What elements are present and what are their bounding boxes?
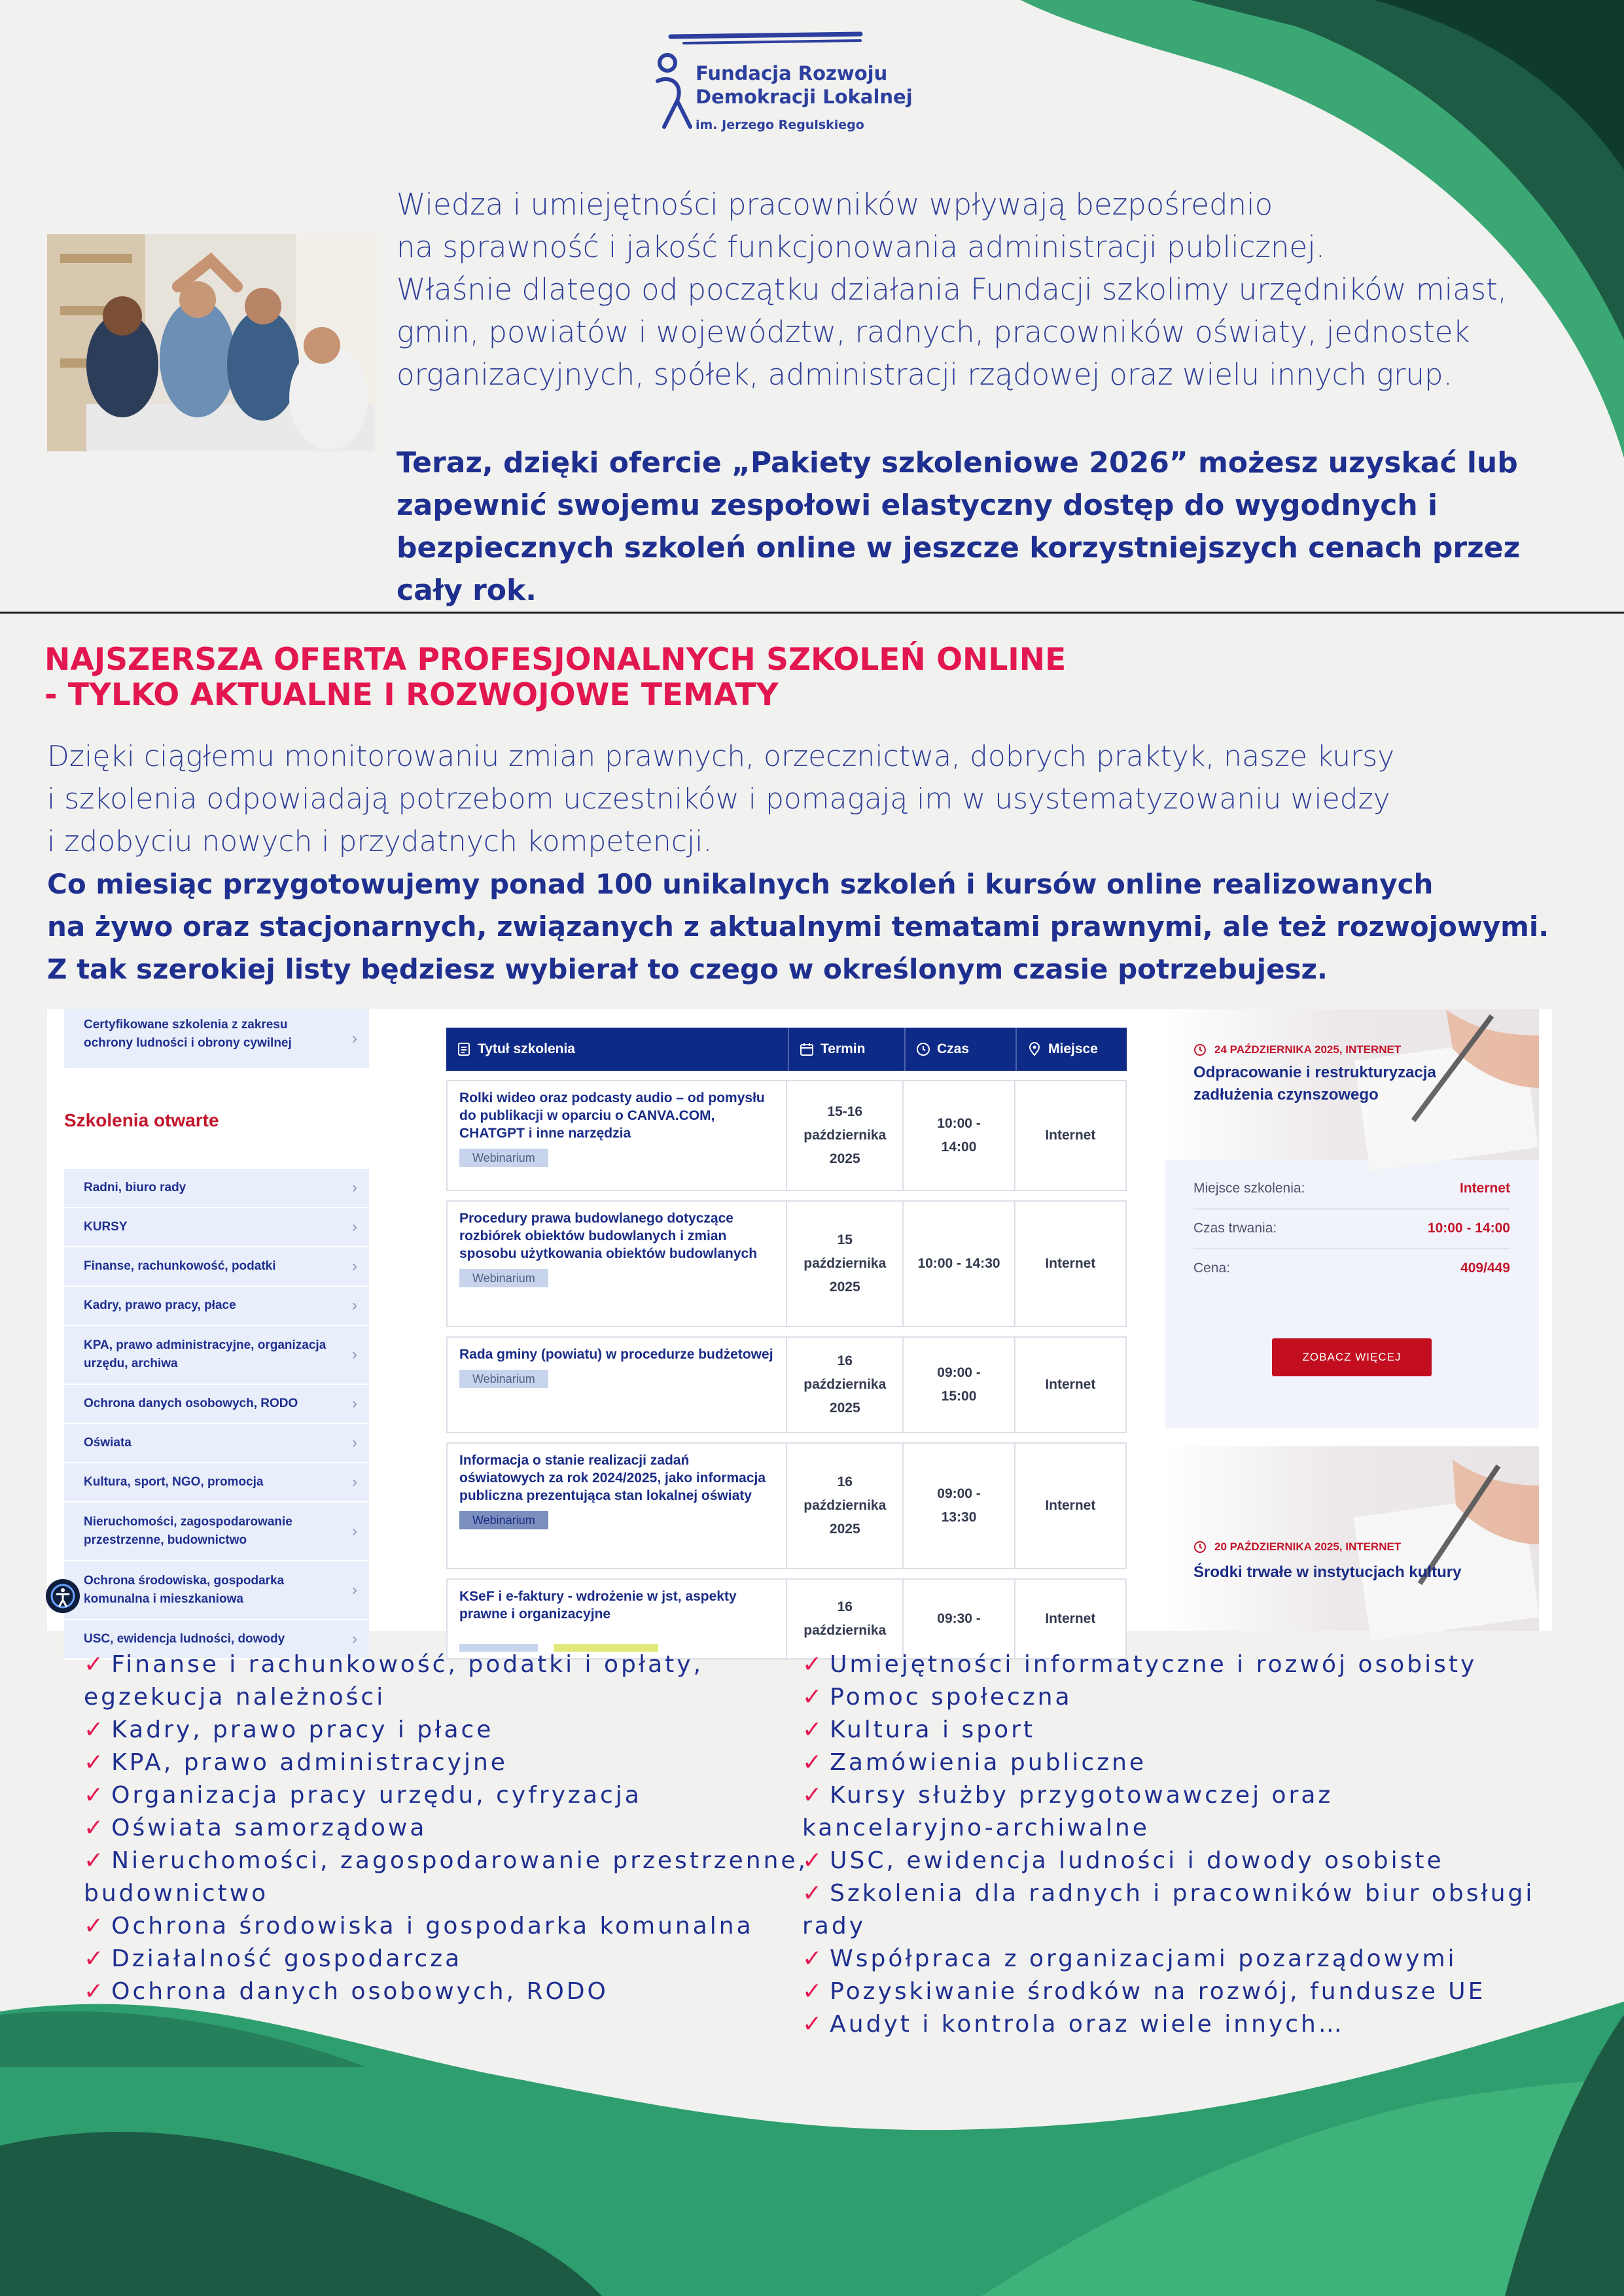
topic-label: Działalność gospodarcza bbox=[111, 1945, 463, 1972]
sidebar-item[interactable] bbox=[64, 1503, 369, 1561]
checkmark-icon: ✓ bbox=[84, 1716, 104, 1743]
row-title-cell bbox=[448, 1444, 786, 1568]
topic-label: Kultura i sport bbox=[830, 1716, 1036, 1743]
event-card[interactable] bbox=[1165, 1446, 1539, 1631]
chevron-right-icon: › bbox=[352, 1218, 357, 1236]
table-row[interactable] bbox=[446, 1080, 1127, 1191]
topic-item bbox=[802, 2008, 1535, 2041]
topic-item bbox=[84, 1910, 817, 1943]
topic-item bbox=[84, 1943, 817, 1975]
card-date: 20 PAŹDZIERNIKA 2025, INTERNET bbox=[1193, 1540, 1401, 1554]
topic-label: Pozyskiwanie środków na rozwój, fundusze UE bbox=[830, 1978, 1486, 2005]
topic-item bbox=[802, 1779, 1535, 1845]
sidebar-item-label: KURSY bbox=[84, 1220, 128, 1234]
checkmark-icon: ✓ bbox=[802, 1880, 822, 1907]
table-row[interactable] bbox=[446, 1200, 1127, 1327]
row-place-cell: Internet bbox=[1014, 1338, 1125, 1432]
offer-highlight: Co miesiąc przygotowujemy ponad 100 unikalnych szkoleń i kursów online realizowanych na żywo oraz stacjonarnych, związanych z aktualnymi tematami prawnymi, ale też rozwojowymi. Z tak szerokiej listy będziesz wybierał to czego w określonym czasie potrzebujesz. bbox=[47, 868, 1549, 985]
sidebar-item[interactable] bbox=[64, 1326, 369, 1385]
intro-highlight: Teraz, dzięki ofercie „Pakiety szkoleniowe 2026” możesz uzyskać lub zapewnić swojemu zespołowi elastyczny dostęp do wygodnych i bezpiecznych szkoleń online w jeszcze korzystniejszych cenach przez cały rok. bbox=[397, 446, 1521, 607]
row-time-cell: 10:00 - 14:00 bbox=[902, 1081, 1014, 1190]
logo-line-3: im. Jerzego Regulskiego bbox=[696, 118, 864, 132]
sidebar-item-label: Oświata bbox=[84, 1436, 132, 1450]
sidebar-list bbox=[64, 1169, 369, 1660]
row-place-cell: Internet bbox=[1014, 1580, 1125, 1658]
topic-label: Oświata samorządowa bbox=[111, 1815, 427, 1841]
training-sidebar bbox=[64, 1009, 369, 1660]
checkmark-icon: ✓ bbox=[84, 1782, 104, 1809]
checkmark-icon: ✓ bbox=[802, 1684, 822, 1711]
sidebar-item[interactable] bbox=[64, 1385, 369, 1424]
event-card[interactable] bbox=[1165, 1009, 1539, 1428]
offer-paragraph: Dzięki ciągłemu monitorowaniu zmian prawnych, orzecznictwa, dobrych praktyk, nasze kursy i szkolenia odpowiadają potrzebom uczestników i pomagają im w usystematyzowaniu wiedzy i zdobyciu nowych i przydatnych kompetencji. bbox=[47, 740, 1395, 858]
logo-line-2: Demokracji Lokalnej bbox=[696, 86, 913, 108]
table-row[interactable] bbox=[446, 1336, 1127, 1433]
row-time-cell: 10:00 - 14:30 bbox=[902, 1202, 1014, 1326]
format-badge: Webinarium bbox=[459, 1149, 548, 1167]
row-date-cell: 16 października 2025 bbox=[786, 1444, 902, 1568]
checkmark-icon: ✓ bbox=[802, 1978, 822, 2005]
header-title: Tytuł szkolenia bbox=[446, 1028, 788, 1071]
row-time-cell: 09:00 - 15:00 bbox=[902, 1338, 1014, 1432]
checkmark-icon: ✓ bbox=[802, 1749, 822, 1776]
row-place-cell: Internet bbox=[1014, 1081, 1125, 1190]
sidebar-item-certified[interactable] bbox=[64, 1009, 369, 1068]
checkmark-icon: ✓ bbox=[802, 1782, 822, 1809]
topic-item bbox=[84, 1975, 817, 2008]
topic-item bbox=[802, 1681, 1535, 1714]
topic-item bbox=[802, 1648, 1535, 1681]
document-icon bbox=[457, 1042, 471, 1056]
section-divider bbox=[0, 612, 1624, 614]
chevron-right-icon: › bbox=[352, 1395, 357, 1412]
row-date-cell: 15 października 2025 bbox=[786, 1202, 902, 1326]
topic-item bbox=[802, 1845, 1535, 1877]
chevron-right-icon: › bbox=[352, 1473, 357, 1491]
location-pin-icon bbox=[1027, 1042, 1042, 1056]
sidebar-item[interactable] bbox=[64, 1169, 369, 1208]
topic-label: Kadry, prawo pracy i płace bbox=[111, 1716, 494, 1743]
checkmark-icon: ✓ bbox=[84, 1651, 104, 1678]
table-header bbox=[446, 1028, 1127, 1071]
team-photo bbox=[47, 234, 377, 451]
chevron-right-icon: › bbox=[352, 1257, 357, 1275]
sidebar-item[interactable] bbox=[64, 1561, 369, 1620]
topic-label: Współpraca z organizacjami pozarządowymi bbox=[830, 1945, 1457, 1972]
offer-description bbox=[47, 735, 1604, 990]
chevron-right-icon: › bbox=[352, 1346, 357, 1363]
card-place-row: Miejsce szkolenia: Internet bbox=[1193, 1169, 1510, 1209]
checkmark-icon: ✓ bbox=[84, 1815, 104, 1841]
topic-label: Audyt i kontrola oraz wiele innych… bbox=[830, 2011, 1345, 2038]
checkmark-icon: ✓ bbox=[84, 1945, 104, 1972]
calendar-icon bbox=[800, 1042, 814, 1056]
training-title-link[interactable]: Informacja o stanie realizacji zadań oświatowych za rok 2024/2025, jako informacja publiczna prezentująca stan lokalnej oświaty bbox=[459, 1453, 766, 1503]
card-duration-row: Czas trwania: 10:00 - 14:00 bbox=[1193, 1209, 1510, 1249]
topic-item bbox=[84, 1845, 817, 1910]
checkmark-icon: ✓ bbox=[802, 1651, 822, 1678]
sidebar-item-label: USC, ewidencja ludności, dowody bbox=[84, 1632, 285, 1646]
clock-icon bbox=[916, 1042, 930, 1056]
sidebar-item-label: Kadry, prawo pracy, płace bbox=[84, 1298, 236, 1312]
row-title-cell bbox=[448, 1580, 786, 1658]
topic-item bbox=[84, 1714, 817, 1747]
format-badge: Webinarium bbox=[459, 1370, 548, 1388]
topic-label: Umiejętności informatyczne i rozwój osobisty bbox=[830, 1651, 1477, 1678]
sidebar-item[interactable] bbox=[64, 1463, 369, 1503]
topics-list-left bbox=[84, 1648, 817, 2008]
topic-item bbox=[84, 1648, 817, 1714]
offer-title: NAJSZERSZA OFERTA PROFESJONALNYCH SZKOLEŃ ONLINE - TYLKO AKTUALNE I ROZWOJOWE TEMATY bbox=[44, 642, 1067, 713]
topic-item bbox=[802, 1975, 1535, 2008]
chevron-right-icon: › bbox=[352, 1030, 357, 1047]
sidebar-item-label: Nieruchomości, zagospodarowanie przestrzenne, budownictwo bbox=[84, 1515, 292, 1547]
see-more-button[interactable]: ZOBACZ WIĘCEJ bbox=[1272, 1338, 1432, 1376]
sidebar-item-label: KPA, prawo administracyjne, organizacja urzędu, archiwa bbox=[84, 1338, 327, 1370]
checkmark-icon: ✓ bbox=[802, 2011, 822, 2038]
card-date: 24 PAŹDZIERNIKA 2025, INTERNET bbox=[1193, 1043, 1401, 1056]
chevron-right-icon: › bbox=[352, 1522, 357, 1540]
logo-line-1: Fundacja Rozwoju bbox=[696, 62, 888, 84]
sidebar-item-label: Certyfikowane szkolenia z zakresu ochrony ludności i obrony cywilnej bbox=[84, 1018, 292, 1050]
row-place-cell: Internet bbox=[1014, 1444, 1125, 1568]
topic-item bbox=[802, 1714, 1535, 1747]
checkmark-icon: ✓ bbox=[84, 1749, 104, 1776]
sidebar-item[interactable] bbox=[64, 1208, 369, 1247]
row-date-cell: 15-16 października 2025 bbox=[786, 1081, 902, 1190]
card-price-row: Cena: 409/449 bbox=[1193, 1261, 1510, 1276]
card-title[interactable]: Odpracowanie i restrukturyzacja zadłużenia czynszowego bbox=[1193, 1064, 1436, 1104]
sidebar-item-label: Finanse, rachunkowość, podatki bbox=[84, 1259, 276, 1273]
accessibility-icon[interactable] bbox=[44, 1578, 81, 1614]
sidebar-item-label: Ochrona danych osobowych, RODO bbox=[84, 1397, 298, 1410]
row-time-cell: 09:00 - 13:30 bbox=[902, 1444, 1014, 1568]
sidebar-item[interactable] bbox=[64, 1424, 369, 1463]
intro-paragraph: Wiedza i umiejętności pracowników wpływają bezpośrednio na sprawność i jakość funkcjonowania administracji publicznej. Właśnie dlatego od początku działania Fundacji szkolimy urzędników miast, gmin, powiatów i województw, radnych, pracowników oświaty, jednostek organizacyjnych, spółek, administracji rządowej oraz wielu innych grup. bbox=[397, 187, 1508, 392]
training-table bbox=[446, 1028, 1127, 1660]
training-title-link[interactable]: Rolki wideo oraz podcasty audio – od pomysłu do publikacji w oparciu o CANVA.COM, CHATGPT i inne narzędzia bbox=[459, 1090, 765, 1141]
chevron-right-icon: › bbox=[352, 1179, 357, 1196]
topic-label: Pomoc społeczna bbox=[830, 1684, 1072, 1711]
format-badge: Webinarium bbox=[459, 1269, 548, 1287]
header-place: Miejsce bbox=[1015, 1028, 1127, 1071]
topics-list-right bbox=[802, 1648, 1535, 2041]
topic-item bbox=[84, 1747, 817, 1779]
training-title-link[interactable]: KSeF i e-faktury - wdrożenie w jst, aspekty prawne i organizacyjne bbox=[459, 1589, 737, 1622]
topic-item bbox=[802, 1943, 1535, 1975]
table-row[interactable] bbox=[446, 1442, 1127, 1569]
sidebar-heading: Szkolenia otwarte bbox=[64, 1110, 219, 1130]
topic-label: Kursy służby przygotowawczej oraz kancelaryjno-archiwalne bbox=[802, 1782, 1333, 1841]
sidebar-item-label: Ochrona środowiska, gospodarka komunalna i mieszkaniowa bbox=[84, 1574, 285, 1606]
training-title-link[interactable]: Procedury prawa budowlanego dotyczące rozbiórek obiektów budowlanych i zmian sposobu użytkowania obiektów budowlanych bbox=[459, 1211, 758, 1261]
clock-icon bbox=[1193, 1540, 1207, 1554]
topic-label: Zamówienia publiczne bbox=[830, 1749, 1147, 1776]
header-time: Czas bbox=[904, 1028, 1015, 1071]
topic-label: Organizacja pracy urzędu, cyfryzacja bbox=[111, 1782, 642, 1809]
chevron-right-icon: › bbox=[352, 1630, 357, 1648]
row-date-cell: 16 października 2025 bbox=[786, 1338, 902, 1432]
row-time-cell: 09:30 - bbox=[902, 1580, 1014, 1658]
clock-icon bbox=[1193, 1043, 1207, 1056]
training-title-link[interactable]: Rada gminy (powiatu) w procedurze budżetowej bbox=[459, 1347, 773, 1362]
sidebar-item[interactable] bbox=[64, 1247, 369, 1287]
row-date-cell: 16 października bbox=[786, 1580, 902, 1658]
row-title-cell bbox=[448, 1081, 786, 1190]
topic-label: Finanse i rachunkowość, podatki i opłaty, egzekucja należności bbox=[84, 1651, 704, 1711]
topic-label: Ochrona środowiska i gospodarka komunalna bbox=[111, 1913, 754, 1939]
sidebar-item-label: Radni, biuro rady bbox=[84, 1181, 186, 1194]
chevron-right-icon: › bbox=[352, 1434, 357, 1452]
topic-label: KPA, prawo administracyjne bbox=[111, 1749, 508, 1776]
chevron-right-icon: › bbox=[352, 1296, 357, 1314]
checkmark-icon: ✓ bbox=[84, 1978, 104, 2005]
topic-label: Szkolenia dla radnych i pracowników biur obsługi rady bbox=[802, 1880, 1535, 1939]
topic-item bbox=[84, 1812, 817, 1845]
checkmark-icon: ✓ bbox=[84, 1847, 104, 1874]
topic-item bbox=[84, 1779, 817, 1812]
row-place-cell: Internet bbox=[1014, 1202, 1125, 1326]
intro-text bbox=[397, 183, 1594, 612]
topic-label: Nieruchomości, zagospodarowanie przestrzenne, budownictwo bbox=[84, 1847, 809, 1907]
topic-label: USC, ewidencja ludności i dowody osobiste bbox=[830, 1847, 1444, 1874]
card-image bbox=[1165, 1446, 1539, 1631]
sidebar-item[interactable] bbox=[64, 1287, 369, 1326]
topic-item bbox=[802, 1747, 1535, 1779]
row-title-cell bbox=[448, 1338, 786, 1432]
checkmark-icon: ✓ bbox=[802, 1716, 822, 1743]
chevron-right-icon: › bbox=[352, 1581, 357, 1599]
foundation-logo bbox=[638, 29, 913, 140]
table-body bbox=[446, 1080, 1127, 1660]
table-row[interactable] bbox=[446, 1578, 1127, 1660]
card-title[interactable]: Środki trwałe w instytucjach kultury bbox=[1193, 1563, 1462, 1581]
checkmark-icon: ✓ bbox=[84, 1913, 104, 1939]
format-badge: Webinarium bbox=[459, 1511, 548, 1529]
sidebar-item-label: Kultura, sport, NGO, promocja bbox=[84, 1475, 264, 1489]
website-screenshot bbox=[47, 1009, 1552, 1648]
topic-item bbox=[802, 1877, 1535, 1943]
checkmark-icon: ✓ bbox=[802, 1847, 822, 1874]
header-date: Termin bbox=[788, 1028, 904, 1071]
checkmark-icon: ✓ bbox=[802, 1945, 822, 1972]
row-title-cell bbox=[448, 1202, 786, 1326]
topic-label: Ochrona danych osobowych, RODO bbox=[111, 1978, 609, 2005]
